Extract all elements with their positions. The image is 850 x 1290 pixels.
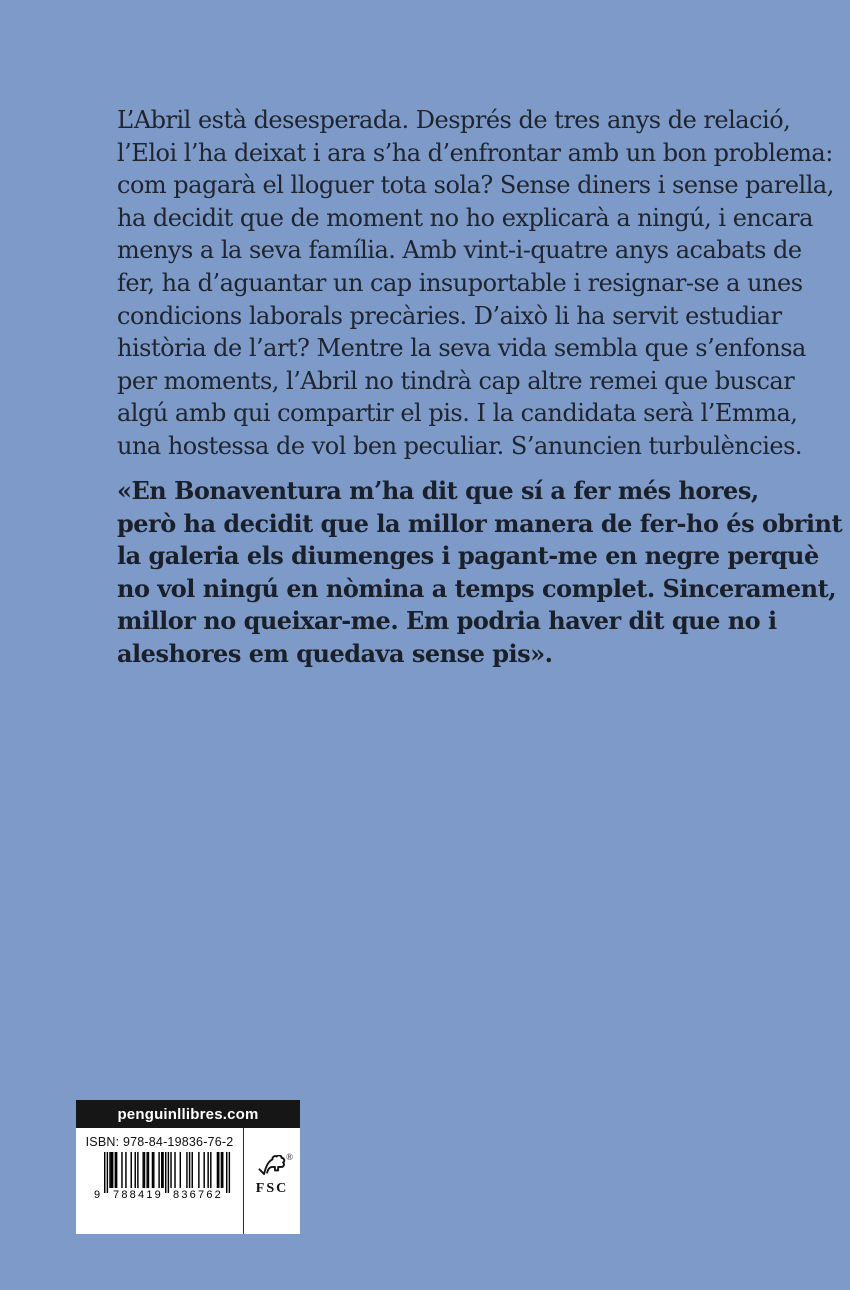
synopsis-paragraph	[117, 104, 833, 463]
svg-text:788419: 788419	[112, 1189, 163, 1198]
synopsis-line: l’Eloi l’ha deixat i ara s’ha d’enfrontar amb un bon problema:	[117, 138, 833, 167]
synopsis-line: història de l’art? Mentre la seva vida sembla que s’enfonsa	[117, 334, 806, 363]
synopsis-line: fer, ha d’aguantar un cap insuportable i resignar-se a unes	[117, 268, 803, 297]
registered-trademark-icon: ®	[286, 1152, 293, 1162]
isbn-label: ISBN: 978-84-19836-76-2	[85, 1135, 234, 1149]
website-url: penguinllibres.com	[117, 1105, 259, 1123]
quote-line: millor no queixar-me. Em podria haver dit que no i	[117, 606, 777, 636]
quote-line: «En Bonaventura m’ha dit que sí a fer més hores,	[117, 476, 759, 505]
quote-line: però ha decidit que la millor manera de fer-ho és obrint	[117, 508, 843, 538]
svg-text:836762: 836762	[172, 1189, 223, 1198]
quote-line: la galeria els diumenges i pagant-me en negre perquè	[117, 541, 819, 571]
synopsis-line: per moments, l’Abril no tindrà cap altre remei que buscar	[117, 366, 795, 395]
barcode-panel	[76, 1128, 244, 1234]
synopsis-line: L’Abril està desesperada. Després de tres anys de relació,	[117, 106, 791, 134]
label-white-area	[76, 1128, 300, 1234]
synopsis-line: algú amb qui compartir el pis. I la candidata serà l’Emma,	[117, 399, 798, 428]
synopsis-line: menys a la seva família. Amb vint-i-quatre anys acabats de	[117, 236, 802, 265]
barcode-label	[76, 1100, 300, 1234]
quote-line: no vol ningú en nòmina a temps complet. Sincerament,	[117, 573, 837, 603]
synopsis-line: ha decidit que de moment no ho explicarà a ningú, i encara	[117, 203, 813, 232]
website-bar	[76, 1100, 300, 1128]
synopsis-line: una hostessa de vol ben peculiar. S’anuncien turbulències.	[117, 431, 803, 460]
synopsis-line: com pagarà el lloguer tota sola? Sense diners i sense parella,	[117, 171, 834, 200]
cover-text-block	[117, 104, 843, 668]
svg-text:9: 9	[93, 1189, 100, 1198]
quote-line: aleshores em quedava sense pis».	[117, 638, 553, 668]
ean13-barcode-icon	[88, 1152, 232, 1198]
synopsis-line: condicions laborals precàries. D’això li ha servit estudiar	[117, 301, 782, 330]
fsc-panel	[244, 1128, 300, 1234]
fsc-label: FSC	[255, 1181, 289, 1196]
fsc-tree-check-icon	[257, 1155, 287, 1181]
quote-paragraph	[117, 475, 842, 671]
